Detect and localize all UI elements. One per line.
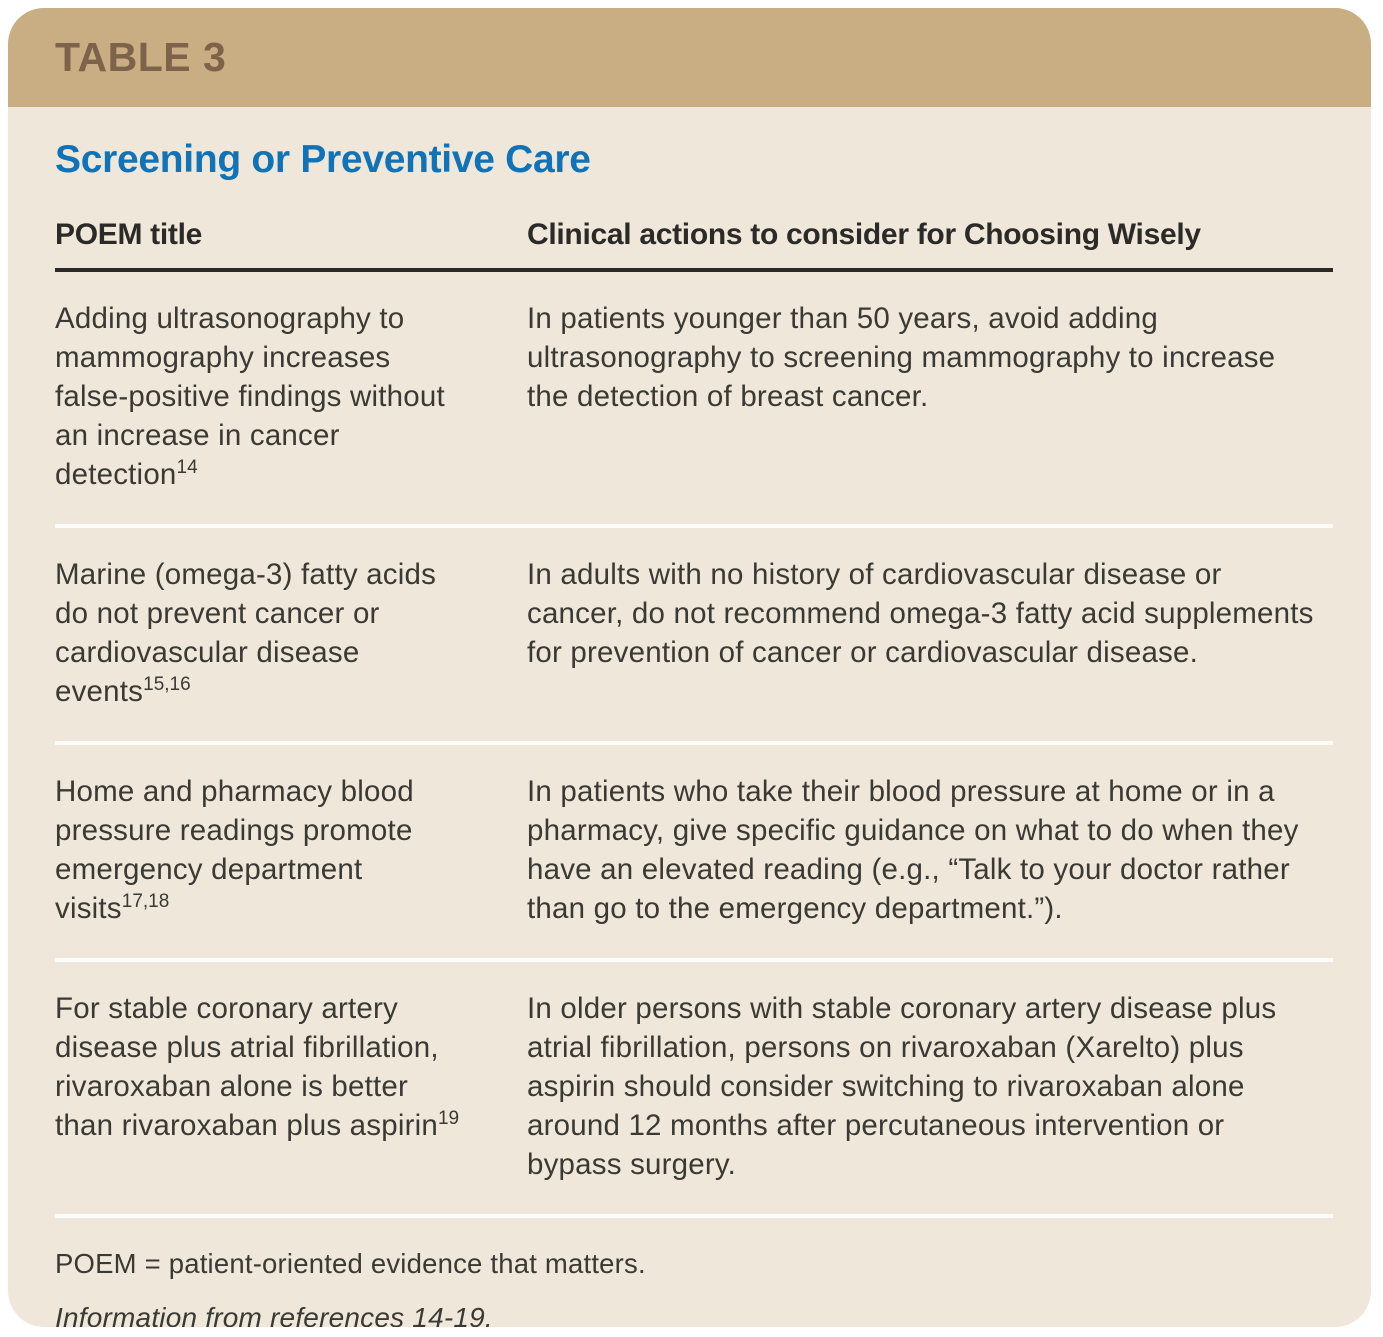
table-banner [8, 8, 1371, 107]
reference-superscript: 14 [176, 457, 198, 479]
reference-superscript: 17,18 [121, 891, 170, 913]
clinical-action-cell: In patients younger than 50 years, avoid adding ultrasonography to screening mammography to increase the detection of breast cancer. [527, 302, 1276, 413]
clinical-action-cell: In patients who take their blood pressure at home or in a pharmacy, give specific guidance on what to do when they have an elevated reading (e.g., “Talk to your doctor rather than go to the emergency department.”). [527, 775, 1299, 925]
table-row [55, 528, 1333, 745]
table-header-row [55, 218, 1333, 272]
table-row [55, 962, 1333, 1218]
table-row [55, 272, 1333, 528]
table-card [8, 8, 1371, 1327]
clinical-action-cell: In older persons with stable coronary artery disease plus atrial fibrillation, persons on rivaroxaban (Xarelto) plus aspirin should consider switching to rivaroxaban alone around 12 months after percutaneous intervention or bypass surgery. [527, 992, 1277, 1181]
poem-title-text: Marine (omega-3) fatty acids do not prevent cancer or cardiovascular disease events [55, 558, 437, 708]
table-label: TABLE 3 [55, 34, 227, 80]
clinical-action-cell: In adults with no history of cardiovascular disease or cancer, do not recommend omega-3 fatty acid supplements for prevention of cancer or cardiovascular disease. [527, 558, 1314, 669]
poem-title-cell [55, 299, 527, 494]
table-footnotes [55, 1248, 1371, 1327]
column-header-clinical-actions: Clinical actions to consider for Choosing Wisely [527, 218, 1201, 251]
poem-title-cell [55, 989, 527, 1184]
table-title: Screening or Preventive Care [55, 138, 591, 181]
table-row [55, 745, 1333, 962]
footnote-source: Information from references 14-19. [55, 1302, 493, 1327]
poem-title-text: Home and pharmacy blood pressure readings promote emergency department visits [55, 775, 414, 925]
poem-title-text: For stable coronary artery disease plus atrial fibrillation, rivaroxaban alone is better than rivaroxaban plus aspirin [55, 992, 439, 1142]
reference-superscript: 19 [437, 1108, 460, 1130]
reference-superscript: 15,16 [143, 674, 191, 696]
poem-title-cell [55, 772, 527, 928]
poem-title-cell [55, 555, 527, 711]
column-header-poem-title: POEM title [55, 218, 203, 251]
footnote-abbreviation: POEM = patient-oriented evidence that matters. [55, 1248, 646, 1279]
poem-title-text: Adding ultrasonography to mammography increases false-positive findings without an increase in cancer detection [55, 302, 445, 491]
poem-table [55, 218, 1333, 1218]
table-content [8, 138, 1371, 1327]
